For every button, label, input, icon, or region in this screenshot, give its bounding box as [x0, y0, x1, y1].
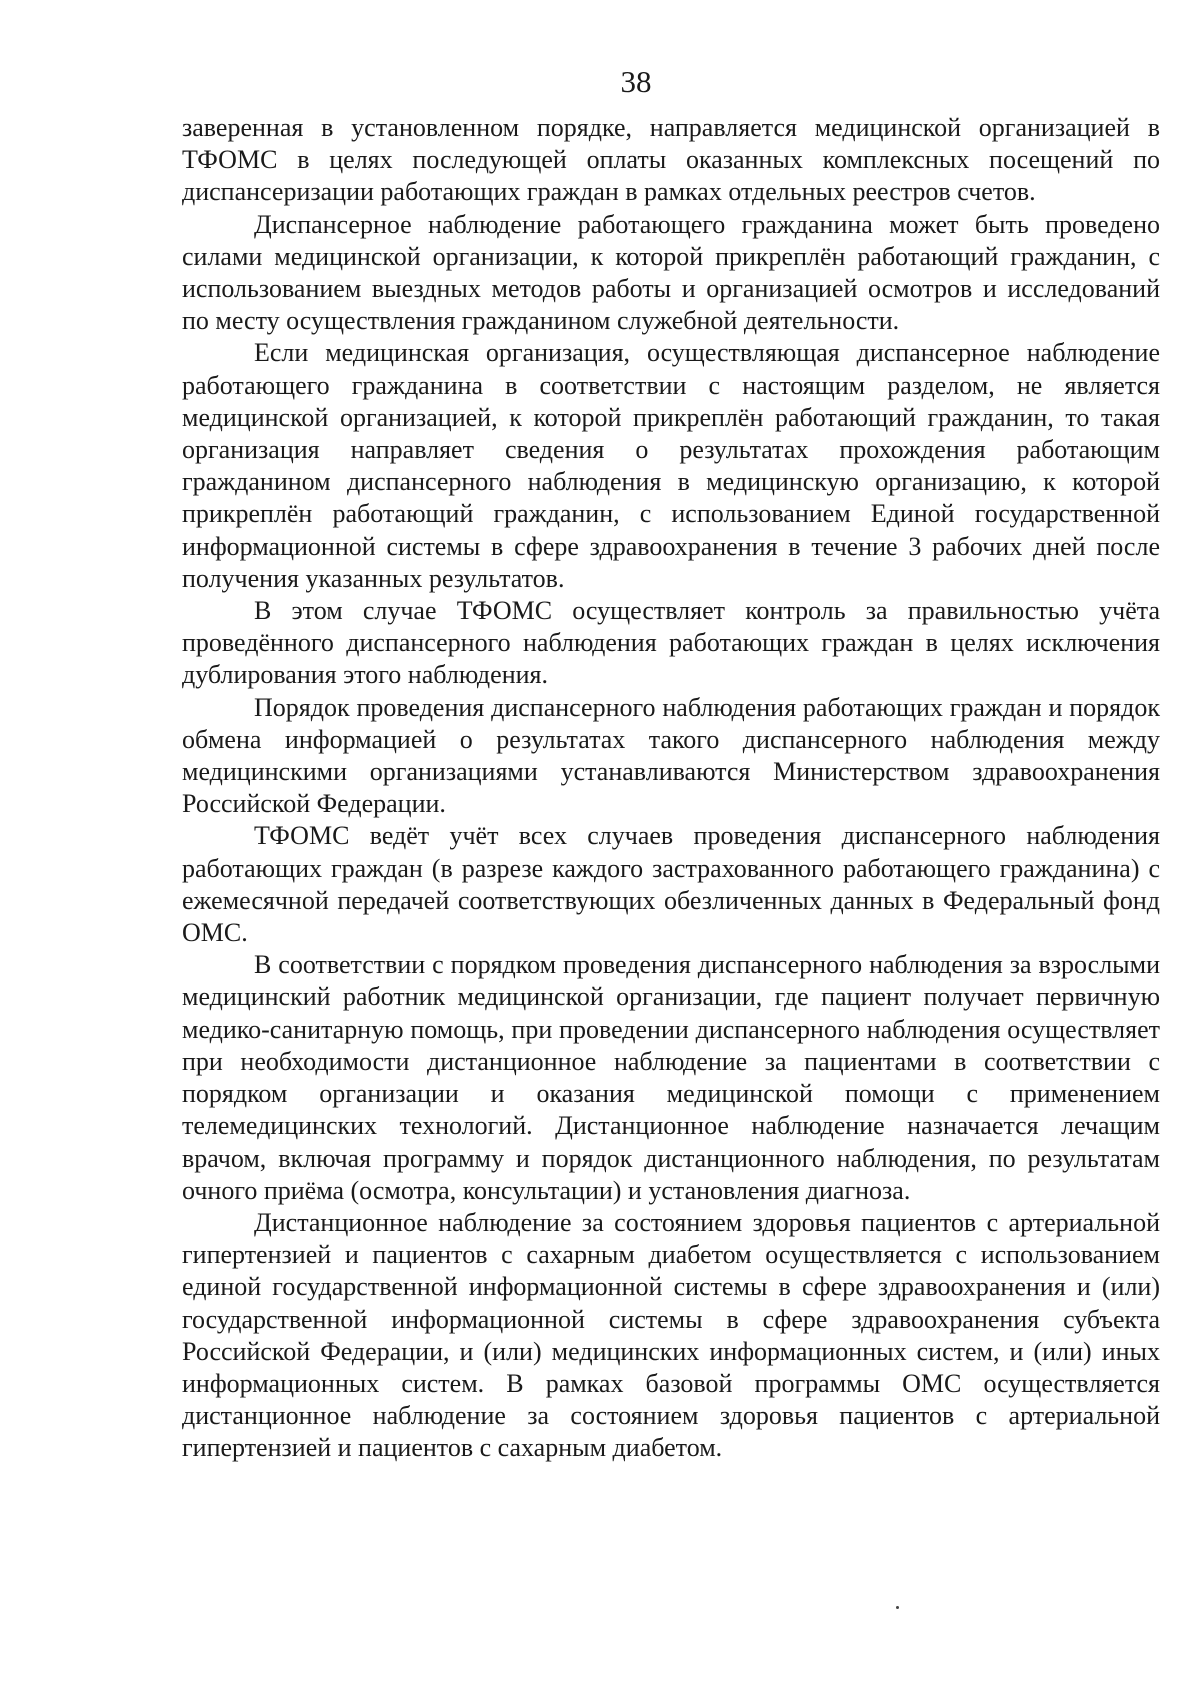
paragraph-continuation: заверенная в установленном порядке, направляется медицинской организацией в ТФОМС в целях последующей оплаты оказанных комплексных посещений по диспансеризации работающих граждан в рамках отдельных реестров счетов. [182, 113, 1160, 207]
paragraph-remote-hypertension-diabetes: Дистанционное наблюдение за состоянием здоровья пациентов с артериальной гипертензией и пациентов с сахарным диабетом осуществляется с использованием единой государственной информационной системы в сфере здравоохранения и (или) государственной информационной системы в сфере здравоохранения субъекта Российской Федерации, и (или) медицинских информационных систем, и (или) иных информационных систем. В рамках базовой программы ОМС осуществляется дистанционное наблюдение за состоянием здоровья пациентов с артериальной гипертензией и пациентов с сахарным диабетом. [182, 1207, 1160, 1463]
paragraph-remote-observation: В соответствии с порядком проведения диспансерного наблюдения за взрослыми медицинский работник медицинской организации, где пациент получает первичную медико-санитарную помощь, при проведении диспансерного наблюдения осуществляет при необходимости дистанционное наблюдение за пациентами в соответствии с порядком организации и оказания медицинской помощи с применением телемедицинских технологий. Дистанционное наблюдение назначается лечащим врачом, включая программу и порядок дистанционного наблюдения, по результатам очного приёма (осмотра, консультации) и установления диагноза. [182, 950, 1160, 1205]
paragraph-tfoms-control: В этом случае ТФОМС осуществляет контроль за правильностью учёта проведённого диспансерного наблюдения работающих граждан в целях исключения дублирования этого наблюдения. [182, 596, 1160, 690]
paragraph-tfoms-records: ТФОМС ведёт учёт всех случаев проведения диспансерного наблюдения работающих граждан (в разрезе каждого застрахованного работающего гражданина) с ежемесячной передачей соответствующих обезличенных данных в Федеральный фонд ОМС. [182, 821, 1160, 948]
document-body [182, 112, 1160, 1465]
paragraph-worker-observation: Диспансерное наблюдение работающего гражданина может быть проведено силами медицинской организации, к которой прикреплён работающий гражданин, с использованием выездных методов работы и организацией осмотров и исследований по месту осуществления гражданином служебной деятельности. [182, 209, 1160, 336]
paragraph-procedure: Порядок проведения диспансерного наблюдения работающих граждан и порядок обмена информацией о результатах такого диспансерного наблюдения между медицинскими организациями устанавливаются Министерством здравоохранения Российской Федерации. [182, 692, 1160, 819]
paragraph-information-transfer: Если медицинская организация, осуществляющая диспансерное наблюдение работающего гражданина в соответствии с настоящим разделом, не является медицинской организацией, к которой прикреплён работающий гражданин, то такая организация направляет сведения о результатах прохождения работающим гражданином диспансерного наблюдения в медицинскую организацию, к которой прикреплён работающий гражданин, с использованием Единой государственной информационной системы в сфере здравоохранения в течение 3 рабочих дней после получения указанных результатов. [182, 338, 1160, 593]
scan-speck [896, 1606, 899, 1609]
page-number: 38 [620, 64, 652, 99]
